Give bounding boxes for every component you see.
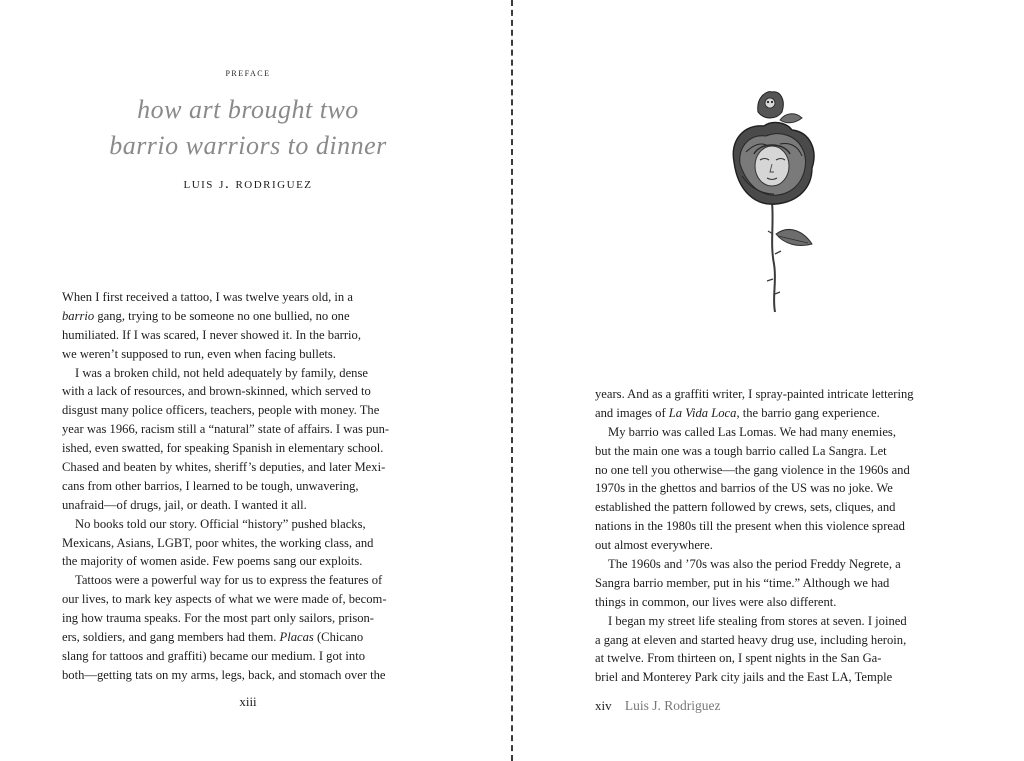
text-line: at twelve. From thirteen on, I spent nights in the San Ga-: [595, 651, 882, 666]
text-line: year was 1966, racism still a “natural” state of affairs. I was pun-: [62, 422, 390, 437]
page-number-right: xiv: [595, 698, 612, 713]
text-line: the majority of women aside. Few poems sang our exploits.: [62, 554, 363, 569]
section-label: preface: [225, 67, 271, 79]
text-line: My barrio was called Las Lomas. We had many enemies,: [608, 424, 896, 439]
running-head-author: Luis J. Rodriguez: [624, 698, 721, 713]
rose-with-face-illustration-icon: [720, 84, 830, 314]
text-segment: , the barrio gang experience.: [736, 405, 880, 420]
text-line: Tattoos were a powerful way for us to express the features of: [75, 573, 383, 588]
text-line: The 1960s and ’70s was also the period Freddy Negrete, a: [608, 557, 901, 572]
text-line: briel and Monterey Park city jails and the East LA, Temple: [595, 670, 893, 685]
text-line: we weren’t supposed to run, even when facing bullets.: [62, 346, 336, 361]
left-body-text: [62, 288, 434, 685]
text-line: a gang at eleven and started heavy drug use, including heroin,: [595, 632, 907, 647]
text-line: but the main one was a tough barrio called La Sangra. Let: [595, 443, 887, 458]
text-segment: gang, trying to be someone no one bullied, no one: [94, 308, 350, 323]
chapter-title: [0, 92, 496, 164]
text-line: When I first received a tattoo, I was twelve years old, in a: [62, 290, 353, 304]
text-line: established the pattern followed by crews, sets, cliques, and: [595, 500, 896, 515]
italic-term: barrio: [62, 308, 95, 323]
chapter-title-line-1: how art brought two: [137, 95, 359, 124]
text-line: [595, 404, 973, 423]
text-line: cans from other barrios, I learned to be tough, unwavering,: [62, 478, 359, 493]
author-name: luis j. rodriguez: [183, 176, 313, 192]
text-line: out almost everywhere.: [595, 538, 713, 553]
text-line: I was a broken child, not held adequately by family, dense: [75, 365, 368, 380]
text-segment: ers, soldiers, and gang members had them.: [62, 630, 280, 645]
text-line: Sangra barrio member, put in his “time.” Although we had: [595, 575, 890, 590]
text-line: humiliated. If I was scared, I never showed it. In the barrio,: [62, 327, 361, 342]
right-page: [514, 0, 1024, 761]
text-line: years. And as a graffiti writer, I spray-painted intricate lettering: [595, 387, 914, 401]
text-line: disgust many police officers, teachers, people with money. The: [62, 403, 380, 418]
text-line: Chased and beaten by whites, sheriff’s deputies, and later Mexi-: [62, 460, 386, 475]
italic-term: Placas: [279, 630, 314, 645]
text-line: both—getting tats on my arms, legs, back, and stomach over the: [62, 667, 386, 682]
text-line: things in common, our lives were also different.: [595, 594, 837, 609]
text-line: Mexicans, Asians, LGBT, poor whites, the working class, and: [62, 535, 374, 550]
text-segment: and images of: [595, 405, 669, 420]
text-line: with a lack of resources, and brown-skinned, which served to: [62, 384, 371, 399]
text-line: slang for tattoos and graffiti) became our medium. I got into: [62, 648, 365, 663]
text-line: No books told our story. Official “history” pushed blacks,: [75, 516, 366, 531]
text-segment: (Chicano: [313, 630, 364, 645]
text-line: [62, 307, 434, 326]
text-line: no one tell you otherwise—the gang violence in the 1960s and: [595, 462, 910, 477]
text-line: I began my street life stealing from stores at seven. I joined: [608, 613, 907, 628]
italic-term: La Vida Loca: [668, 405, 737, 420]
chapter-title-line-2: barrio warriors to dinner: [109, 131, 387, 160]
page-spine-divider: [511, 0, 513, 761]
text-line: 1970s in the ghettos and barrios of the US was no joke. We: [595, 481, 893, 496]
text-line: our lives, to mark key aspects of what we were made of, becom-: [62, 592, 387, 607]
text-line: ing how trauma speaks. For the most part only sailors, prison-: [62, 611, 375, 626]
text-line: nations in the 1980s till the present when this violence spread: [595, 519, 905, 534]
text-line: ished, even swatted, for speaking Spanish in elementary school.: [62, 441, 384, 456]
text-line: unafraid—of drugs, jail, or death. I wanted it all.: [62, 497, 307, 512]
text-line: [62, 628, 434, 647]
right-body-text: [595, 385, 973, 687]
page-footer-right: [595, 698, 721, 714]
page-number-left: xiii: [239, 694, 257, 709]
